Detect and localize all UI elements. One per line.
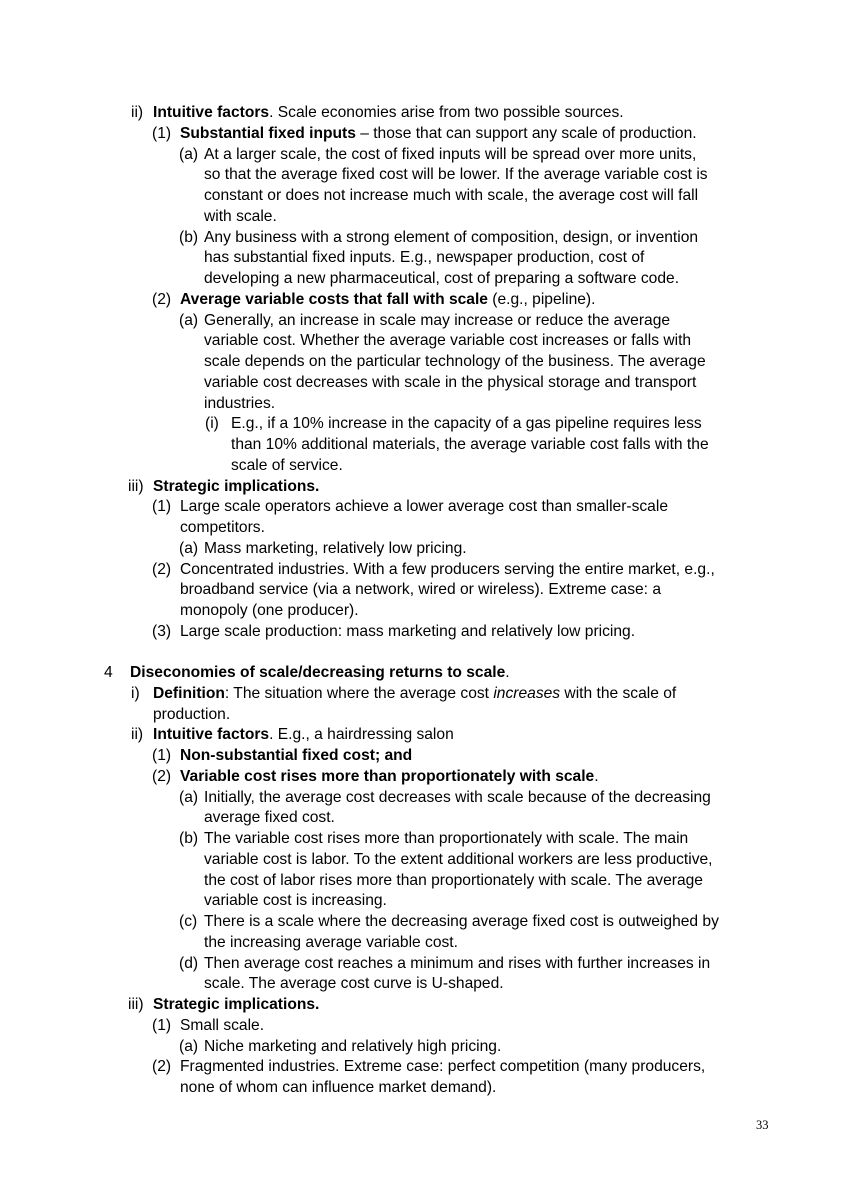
text-run: with scale.: [204, 208, 277, 225]
text-run: Fragmented industries. Extreme case: perfect competition (many producers,: [180, 1058, 706, 1075]
text-run: the cost of labor rises more than proportionately with scale. The average: [204, 872, 703, 889]
list-marker: (d): [179, 955, 199, 972]
text-run: Scale economies arise from two possible sources.: [273, 104, 624, 121]
text-line: [204, 311, 670, 332]
text-line: [180, 580, 661, 601]
text-line: [231, 456, 343, 477]
list-marker: i): [131, 685, 140, 702]
list-marker: iii): [128, 478, 144, 495]
text-run: scale of service.: [231, 457, 343, 474]
text-run: : The situation where the average cost: [224, 685, 494, 702]
text-run: scale depends on the particular technology of the business. The average: [204, 353, 706, 370]
text-run: Large scale operators achieve a lower average cost than smaller-scale: [180, 498, 668, 515]
text-run: Substantial fixed inputs: [180, 125, 356, 142]
text-line: [204, 269, 679, 290]
list-marker: (2): [152, 561, 172, 578]
text-line: [180, 290, 595, 311]
text-line: [231, 414, 702, 435]
text-run: variable cost decreases with scale in the physical storage and transport: [204, 374, 697, 391]
list-marker: (2): [152, 1058, 172, 1075]
text-line: [204, 228, 698, 249]
text-line: [180, 1078, 496, 1099]
text-line: [204, 891, 387, 912]
text-line: [204, 954, 710, 975]
text-run: Diseconomies of scale/decreasing returns to scale: [130, 664, 506, 681]
text-line: [204, 331, 691, 352]
text-run: Definition: [153, 685, 225, 702]
text-line: [204, 788, 711, 809]
text-run: average fixed cost.: [204, 809, 335, 826]
text-run: Mass marketing, relatively low pricing.: [204, 540, 467, 557]
text-run: industries.: [204, 395, 276, 412]
list-marker: (a): [179, 146, 199, 163]
text-run: Variable cost rises more than proportionately with scale: [180, 768, 595, 785]
text-run: At a larger scale, the cost of fixed inputs will be spread over more units,: [204, 146, 697, 163]
text-run: Niche marketing and relatively high pricing.: [204, 1038, 502, 1055]
text-line: [153, 705, 230, 726]
text-run: with the scale of: [560, 685, 677, 702]
text-run: . E.g., a hairdressing salon: [269, 726, 454, 743]
text-line: [180, 497, 668, 518]
text-run: variable cost. Whether the average variable cost increases or falls with: [204, 332, 692, 349]
list-marker: (a): [179, 540, 199, 557]
list-marker: (a): [179, 789, 199, 806]
text-run: broadband service (via a network, wired or wireless). Extreme case: a: [180, 581, 662, 598]
text-line: [204, 207, 277, 228]
text-run: increases: [493, 685, 561, 702]
text-run: Intuitive factors: [153, 104, 270, 121]
text-line: [204, 912, 719, 933]
list-marker: (1): [152, 1017, 172, 1034]
text-line: [153, 103, 624, 124]
text-run: constant or does not increase much with scale, the average cost will fall: [204, 187, 699, 204]
text-line: [204, 145, 696, 166]
text-run: Strategic implications.: [153, 996, 320, 1013]
text-line: [204, 808, 335, 829]
text-run: competitors.: [180, 519, 265, 536]
page-number: 33: [756, 1118, 769, 1132]
list-marker: (c): [179, 913, 198, 930]
list-marker: (a): [179, 1038, 199, 1055]
list-marker: (1): [152, 747, 172, 764]
text-run: Initially, the average cost decreases with scale because of the decreasing: [204, 789, 711, 806]
text-run: Average variable costs that fall with scale: [180, 291, 488, 308]
text-line: [153, 995, 319, 1016]
list-marker: (a): [179, 312, 199, 329]
text-line: [180, 1057, 705, 1078]
text-run: Then average cost reaches a minimum and rises with further increases in: [204, 955, 711, 972]
text-run: than 10% additional materials, the average variable cost falls with the: [231, 436, 709, 453]
text-line: [204, 165, 708, 186]
text-run: Generally, an increase in scale may increase or reduce the average: [204, 312, 671, 329]
list-marker: ii): [131, 726, 144, 743]
text-line: [204, 539, 467, 560]
text-run: none of whom can influence market demand).: [180, 1079, 497, 1096]
text-line: [153, 684, 676, 705]
text-line: [180, 622, 635, 643]
text-run: the increasing average variable cost.: [204, 934, 458, 951]
text-line: [204, 352, 706, 373]
text-line: [180, 601, 359, 622]
text-run: variable cost is increasing.: [204, 892, 387, 909]
text-line: [231, 435, 709, 456]
list-marker: ii): [131, 104, 144, 121]
text-run: E.g., if a 10% increase in the capacity of a gas pipeline requires less: [231, 415, 702, 432]
text-line: [180, 746, 412, 767]
text-line: [204, 394, 275, 415]
text-line: [153, 477, 319, 498]
list-marker: 4: [104, 664, 113, 681]
text-run: (e.g., pipeline).: [487, 291, 596, 308]
text-run: Any business with a strong element of composition, design, or invention: [204, 229, 699, 246]
text-line: [180, 518, 265, 539]
text-run: monopoly (one producer).: [180, 602, 359, 619]
text-run: Non-substantial fixed cost; and: [180, 747, 413, 764]
text-line: [180, 767, 599, 788]
text-line: [204, 248, 644, 269]
text-run: production.: [153, 706, 231, 723]
text-run: Intuitive factors: [153, 726, 270, 743]
text-run: There is a scale where the decreasing average fixed cost is outweighed by: [204, 913, 719, 930]
text-run: .: [269, 104, 274, 121]
text-line: [153, 725, 454, 746]
list-marker: (b): [179, 830, 199, 847]
list-marker: (1): [152, 125, 172, 142]
text-line: [204, 933, 458, 954]
text-line: [180, 1016, 264, 1037]
list-marker: iii): [128, 996, 144, 1013]
list-marker: (1): [152, 498, 172, 515]
text-run: so that the average fixed cost will be lower. If the average variable cost is: [204, 166, 708, 183]
text-run: .: [594, 768, 599, 785]
text-line: [204, 974, 504, 995]
text-run: Strategic implications.: [153, 478, 320, 495]
text-run: variable cost is labor. To the extent additional workers are less productive,: [204, 851, 713, 868]
text-run: – those that can support any scale of production.: [355, 125, 697, 142]
text-line: [204, 850, 713, 871]
text-line: [204, 829, 688, 850]
text-run: Concentrated industries. With a few producers serving the entire market, e.g.,: [180, 561, 715, 578]
list-marker: (b): [179, 229, 199, 246]
list-marker: (i): [205, 415, 219, 432]
text-line: [180, 560, 715, 581]
text-run: developing a new pharmaceutical, cost of preparing a software code.: [204, 270, 680, 287]
text-line: [180, 124, 697, 145]
text-line: [204, 373, 696, 394]
text-run: Large scale production: mass marketing and relatively low pricing.: [180, 623, 636, 640]
text-run: The variable cost rises more than proportionately with scale. The main: [204, 830, 689, 847]
text-run: Small scale.: [180, 1017, 265, 1034]
text-line: [204, 186, 698, 207]
text-line: [130, 663, 510, 684]
text-run: has substantial fixed inputs. E.g., newspaper production, cost of: [204, 249, 645, 266]
list-marker: (2): [152, 291, 172, 308]
text-line: [204, 871, 703, 892]
text-line: [204, 1037, 501, 1058]
list-marker: (2): [152, 768, 172, 785]
list-marker: (3): [152, 623, 172, 640]
text-run: .: [505, 664, 510, 681]
text-run: scale. The average cost curve is U-shaped.: [204, 975, 504, 992]
